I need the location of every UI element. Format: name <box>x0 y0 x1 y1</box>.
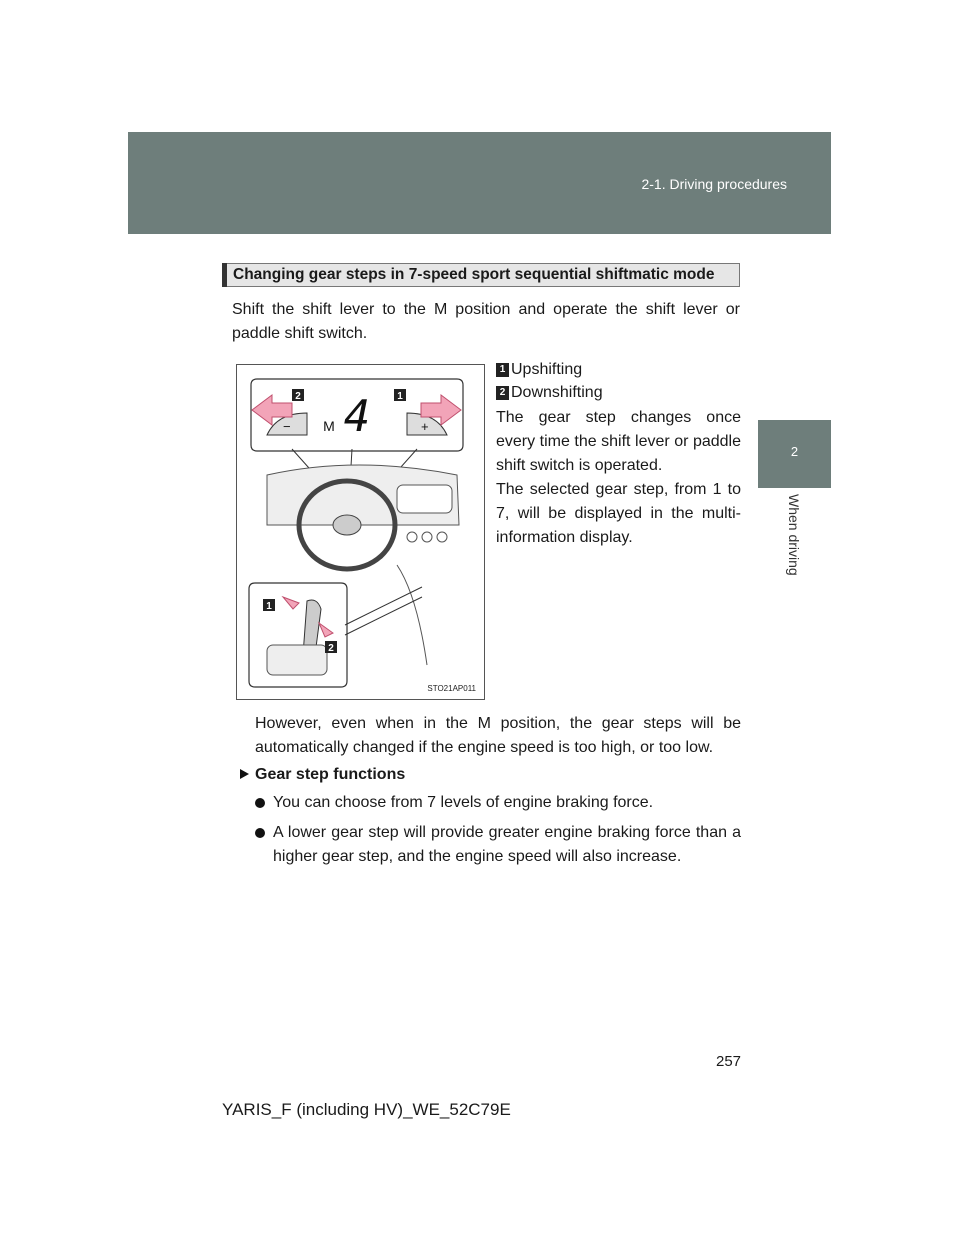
chapter-label: When driving <box>786 494 802 576</box>
mode-letter: M <box>323 418 335 434</box>
bullet-dot-icon <box>255 828 265 838</box>
callout-number: 1 <box>496 363 509 377</box>
side-paragraph-1: The gear step changes once every time the shift lever or paddle shift switch is operated. <box>496 409 741 474</box>
figure <box>236 364 485 700</box>
svg-text:2: 2 <box>295 391 301 402</box>
subsection-title: Gear step functions <box>240 763 740 787</box>
header-band <box>128 132 831 234</box>
plus-mark: + <box>421 419 429 434</box>
bullet-dot-icon <box>255 798 265 808</box>
note-paragraph: However, even when in the M position, the gear steps will be automatically changed if the engine speed is too high, or too low. <box>255 715 741 756</box>
svg-text:2: 2 <box>328 643 334 654</box>
callout-number: 2 <box>496 386 509 400</box>
figure-code: STO21AP011 <box>427 684 476 693</box>
list-item: You can choose from 7 levels of engine braking force. <box>255 791 741 815</box>
footer-code: YARIS_F (including HV)_WE_52C79E <box>222 1100 511 1119</box>
chapter-number: 2 <box>790 444 799 459</box>
intro-paragraph: Shift the shift lever to the M position and operate the shift lever or paddle shift switch. <box>232 301 740 342</box>
callout-label: Upshifting <box>511 361 583 378</box>
dashboard-illustration <box>237 365 484 699</box>
side-paragraph-2: The selected gear step, from 1 to 7, will be displayed in the multi-information display. <box>496 481 741 546</box>
callout-upshifting <box>496 358 746 382</box>
callout-downshifting <box>496 381 746 405</box>
bullet-icon <box>240 769 249 779</box>
minus-mark: − <box>283 419 291 434</box>
page-number: 257 <box>716 1053 742 1070</box>
svg-text:1: 1 <box>397 391 403 402</box>
section-heading: Changing gear steps in 7-speed sport sequential shiftmatic mode <box>222 263 740 287</box>
list-item: A lower gear step will provide greater engine braking force than a higher gear step, and the engine speed will also increase. <box>255 821 741 869</box>
svg-text:1: 1 <box>266 601 272 612</box>
display-digit: 4 <box>343 391 371 442</box>
section-title: 2-1. Driving procedures <box>641 176 787 192</box>
callout-label: Downshifting <box>511 384 603 401</box>
chapter-tab <box>758 420 831 488</box>
